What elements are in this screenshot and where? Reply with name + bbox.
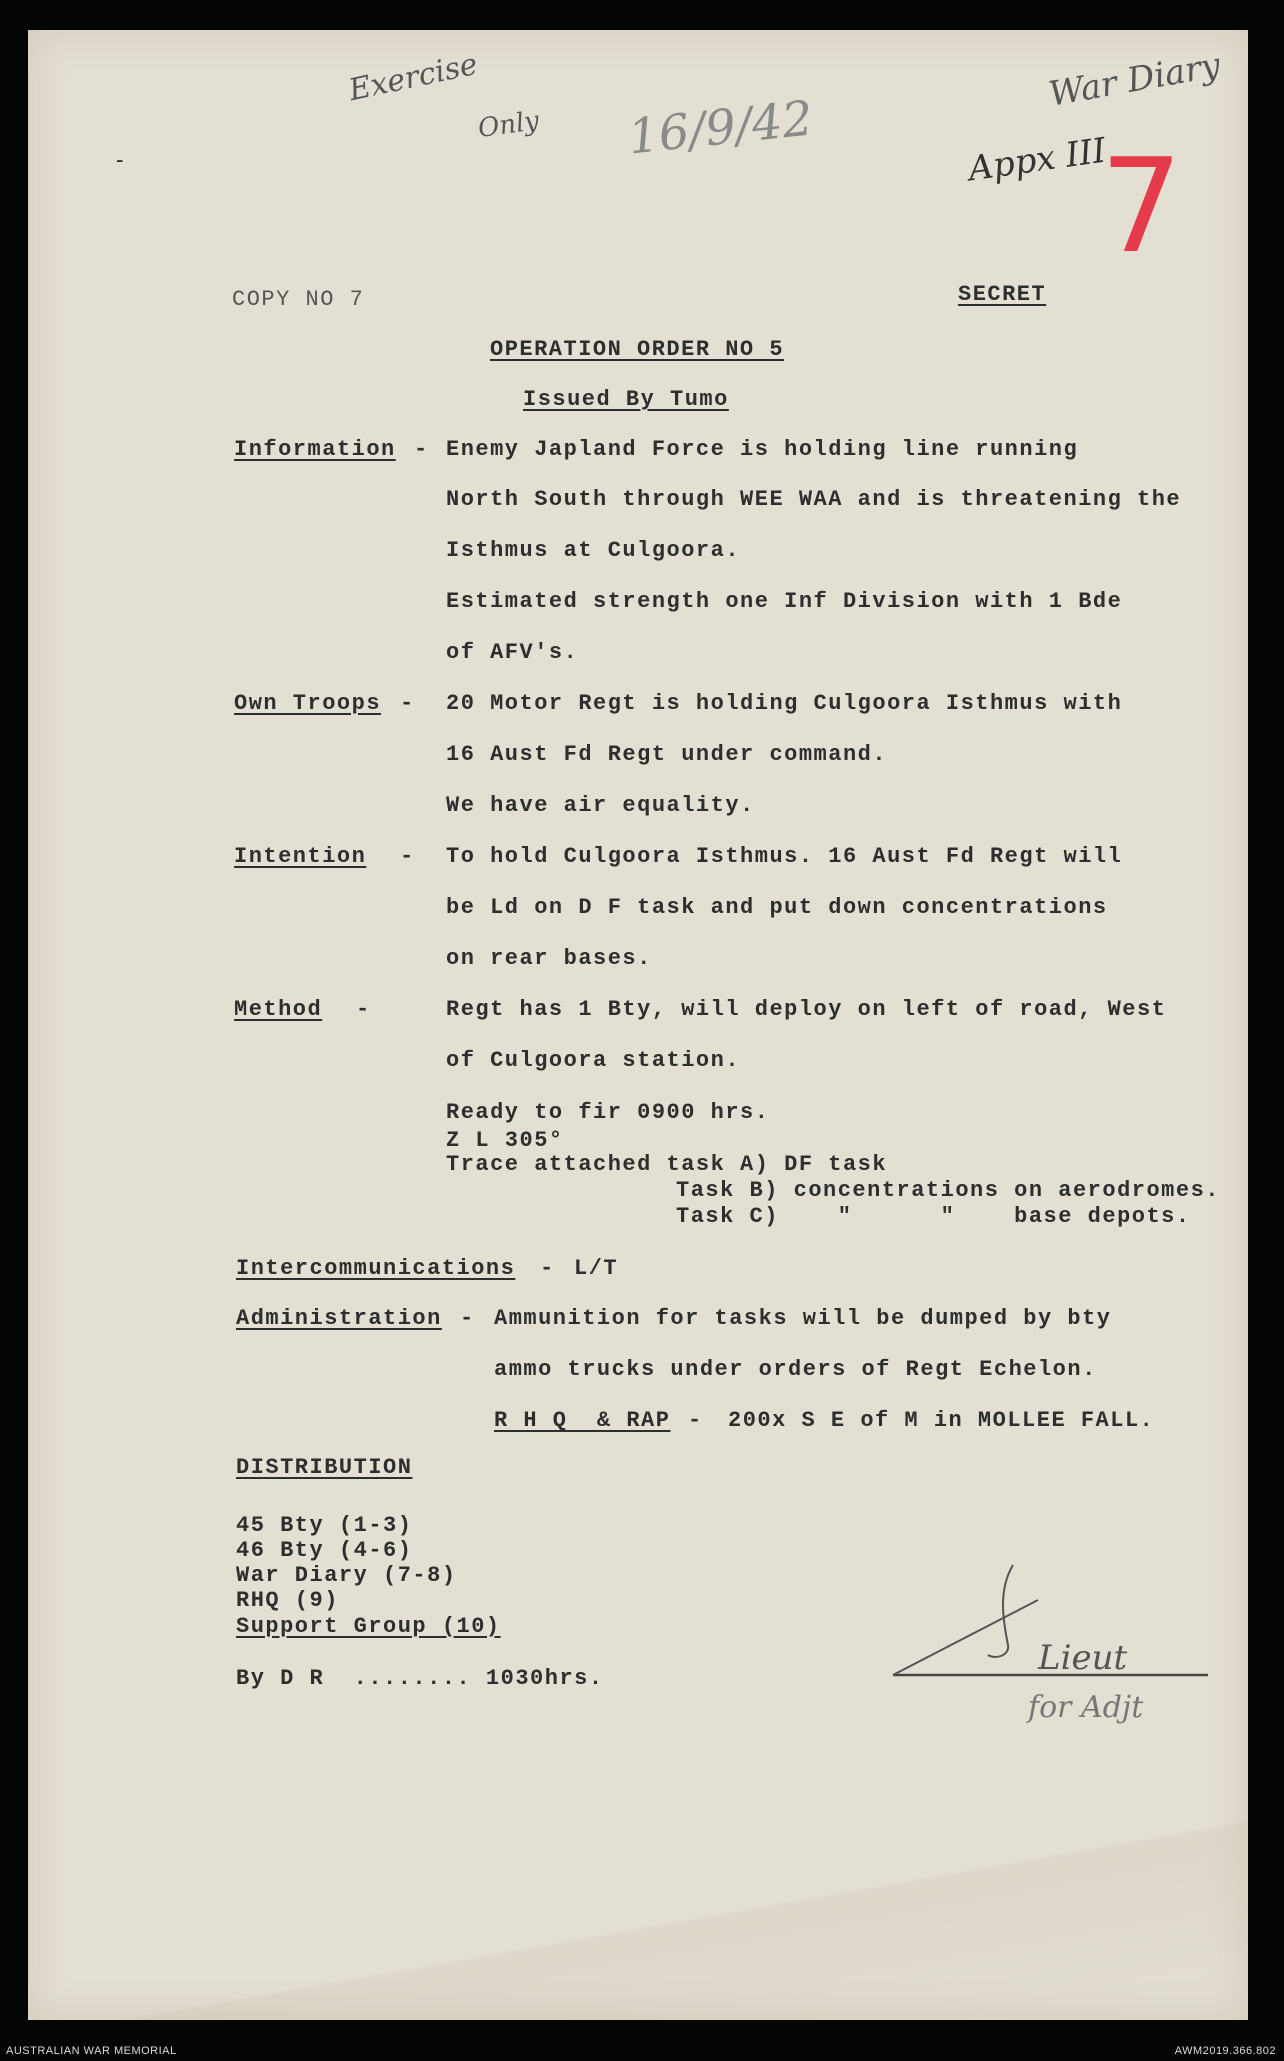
intention-label: Intention: [234, 844, 367, 869]
administration-line: ammo trucks under orders of Regt Echelon.: [494, 1357, 1097, 1382]
distribution-item: 45 Bty (1-3): [236, 1513, 413, 1538]
information-label: Information: [234, 437, 396, 462]
annotation-exercise: Exercise: [345, 46, 481, 109]
own-troops-label: Own Troops: [234, 691, 382, 716]
annotation-only: Only: [476, 105, 541, 145]
signature: [888, 1560, 1218, 1710]
information-line: Enemy Japland Force is holding line running: [446, 437, 1079, 462]
method-line: Regt has 1 Bty, will deploy on left of road, West: [446, 997, 1167, 1022]
information-line: North South through WEE WAA and is threatening the: [446, 487, 1182, 512]
own-troops-line: 16 Aust Fd Regt under command.: [446, 742, 888, 767]
intention-line: To hold Culgoora Isthmus. 16 Aust Fd Regt will: [446, 844, 1123, 869]
intention-line: on rear bases.: [446, 946, 652, 971]
distribution-item: War Diary (7-8): [236, 1563, 457, 1588]
administration-label: Administration: [236, 1306, 442, 1331]
own-troops-line: We have air equality.: [446, 793, 755, 818]
page-title: OPERATION ORDER NO 5: [490, 337, 785, 362]
method-label: Method: [234, 997, 323, 1022]
distribution-by: By D R ........ 1030hrs.: [236, 1666, 604, 1691]
method-line: Z L 305°: [446, 1128, 564, 1153]
method-line: Trace attached task A) DF task: [446, 1152, 888, 1177]
page-fold: [28, 1790, 1248, 2020]
document-page: [28, 30, 1248, 2020]
annotation-red-number: 7: [1100, 130, 1183, 282]
administration-line: Ammunition for tasks will be dumped by bty: [494, 1306, 1112, 1331]
distribution-item: Support Group (10): [236, 1614, 501, 1639]
dash: -: [356, 997, 371, 1022]
distribution-item: RHQ (9): [236, 1588, 339, 1613]
margin-mark: -: [116, 148, 124, 173]
annotation-date: 16/9/42: [625, 90, 816, 166]
method-line: of Culgoora station.: [446, 1048, 741, 1073]
classification: SECRET: [958, 282, 1047, 307]
annotation-appx: Appx III: [965, 130, 1109, 190]
intention-line: be Ld on D F task and put down concentrations: [446, 895, 1108, 920]
information-line: Estimated strength one Inf Division with 1 Bde: [446, 589, 1123, 614]
copy-number: COPY NO 7: [232, 287, 365, 312]
information-line: Isthmus at Culgoora.: [446, 538, 741, 563]
intercommunications-value: L/T: [574, 1256, 619, 1281]
method-line: Task B) concentrations on aerodromes.: [676, 1178, 1220, 1203]
method-line: Task C) " " base depots.: [676, 1204, 1191, 1229]
annotation-war-diary: War Diary: [1045, 45, 1224, 115]
rhq-label: R H Q & RAP: [494, 1408, 671, 1433]
method-line: Ready to fir 0900 hrs.: [446, 1100, 770, 1125]
own-troops-line: 20 Motor Regt is holding Culgoora Isthmus with: [446, 691, 1123, 716]
distribution-item: 46 Bty (4-6): [236, 1538, 413, 1563]
signature-for: for Adjt: [1028, 1690, 1144, 1725]
dash: -: [400, 691, 415, 716]
footer-left: AUSTRALIAN WAR MEMORIAL: [6, 2045, 177, 2057]
issued-by: Issued By Tumo: [523, 387, 729, 412]
intercommunications-label: Intercommunications: [236, 1256, 516, 1281]
rhq-value: 200x S E of M in MOLLEE FALL.: [728, 1408, 1155, 1433]
dash: -: [688, 1408, 703, 1433]
dash: -: [540, 1256, 555, 1281]
dash: -: [414, 437, 429, 462]
signature-name: Lieut: [1038, 1638, 1128, 1678]
dash: -: [460, 1306, 475, 1331]
dash: -: [400, 844, 415, 869]
footer-right: AWM2019.366.802: [1174, 2045, 1276, 2057]
distribution-title: DISTRIBUTION: [236, 1455, 413, 1480]
information-line: of AFV's.: [446, 640, 579, 665]
